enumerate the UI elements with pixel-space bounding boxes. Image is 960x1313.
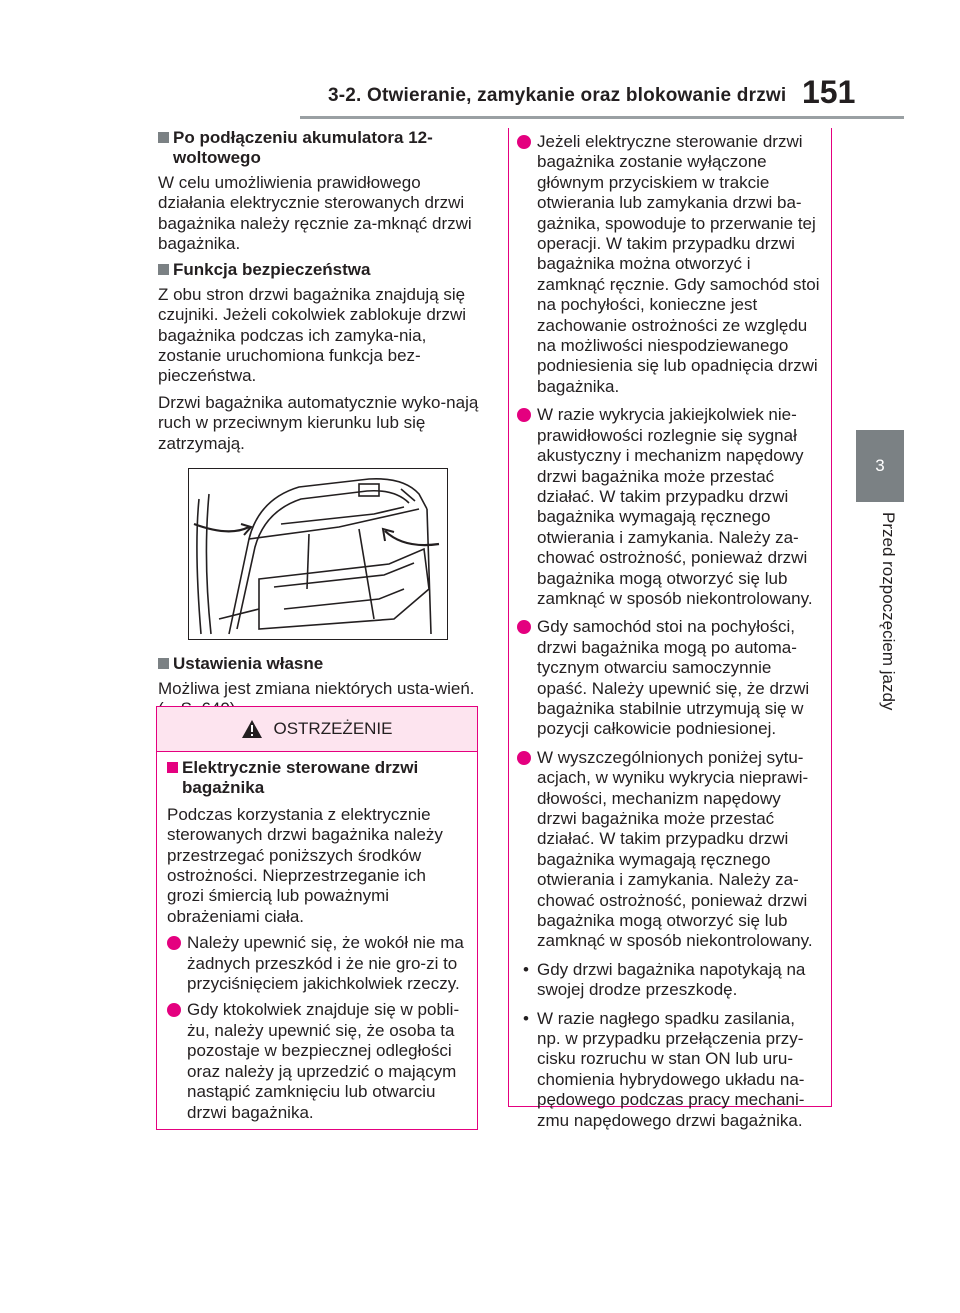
section-heading: Ustawienia własne — [158, 654, 480, 674]
bullet-dot-icon — [517, 751, 531, 765]
warning-label: OSTRZEŻENIE — [273, 719, 393, 738]
list-item: Należy upewnić się, że wokół nie ma żadnych przeszkód i że nie gro-zi to przyciśnięciem jakichkolwiek rzeczy. — [167, 933, 467, 994]
warning-box — [156, 706, 478, 1130]
square-bullet-icon — [167, 762, 178, 773]
list-item: Gdy ktokolwiek znajduje się w pobli-żu, należy upewnić się, że osoba ta pozostaje w bezpiecznej odległości oraz należy ją uprzedzić o mającym nastąpić zamknięciu lub otwarciu drzwi bagażnika. — [167, 1000, 467, 1122]
bullet-dot-icon — [167, 1003, 181, 1017]
square-bullet-icon — [158, 132, 169, 143]
bullet-dot-icon — [517, 408, 531, 422]
paragraph: Możliwa jest zmiana niektórych usta-wień. — [158, 678, 475, 698]
page-number: 151 — [802, 74, 856, 110]
bullet-dot-icon — [517, 135, 531, 149]
bullet-dot-icon — [517, 620, 531, 634]
warning-triangle-icon — [241, 719, 263, 739]
dash-mark: • — [523, 1008, 529, 1028]
dash-mark: • — [523, 959, 529, 979]
list-item: W wyszczególnionych poniżej sytu-acjach, w wyniku wykrycia nieprawi-dłowości, mechanizm napędowy drzwi bagażnika może przestać działać. W takim przypadku drzwi bagażnika wymagają ręcznego otwierania i zamykania. Należy za-chować ostrożność, ponieważ drzwi bagażnika mogą otworzyć się lub zamknąć w sposób niekontrolowany. — [517, 748, 823, 952]
paragraph: Drzwi bagażnika automatycznie wyko-nają ruch w przeciwnym kierunku lub się zatrzymają. — [158, 392, 479, 453]
paragraph: W celu umożliwienia prawidłowego działania elektrycznie sterowanych drzwi bagażnika należy ręcznie za-mknąć drzwi bagażnika. — [158, 172, 472, 254]
dash-item: • W razie nagłego spadku zasilania, np. w przypadku przełączenia przy-cisku rozruchu w stan ON lub uru-chomienia hybrydowego układu na-pędowego podczas pracy mechani-zmu napędowego drzwi bagażnika. — [523, 1008, 805, 1130]
header-title: 3-2. Otwieranie, zamykanie oraz blokowanie drzwi — [328, 85, 787, 106]
list-item: Jeżeli elektryczne sterowanie drzwi bagażnika zostanie wyłączone głównym przyciskiem w trakcie otwierania lub zamykania drzwi ba-gażnika, spowoduje to przerwanie tej operacji. W takim przypadku drzwi bagażnika można otworzyć i zamknąć ręcznie. Gdy samochód stoi na pochyłości, konieczne jest zachowanie ostrożności ze względu na możliwości niespodziewanego podniesienia się lub opadnięcia drzwi bagażnika. — [517, 132, 823, 397]
section-heading: Po podłączeniu akumulatora 12-woltowego — [158, 128, 480, 169]
warning-intro: Podczas korzystania z elektrycznie sterowanych drzwi bagażnika należy przestrzegać poniższych środków ostrożności. Nieprzestrzeganie ich grozi śmiercią lub poważnymi obrażeniami ciała. — [167, 804, 443, 926]
list-item: W razie wykrycia jakiejkolwiek nie-prawidłowości rozlegnie się sygnał akustyczny i mechanizm napędowy drzwi bagażnika może przestać działać. W takim przypadku drzwi bagażnika wymagają ręcznego otwierania i zamykania. Należy za-chować ostrożność, ponieważ drzwi bagażnika mogą otworzyć się lub zamknąć w sposób niekontrolowany. — [517, 405, 823, 609]
warning-title: Elektrycznie sterowane drzwi bagażnika — [167, 758, 467, 799]
square-bullet-icon — [158, 264, 169, 275]
section-heading: Funkcja bezpieczeństwa — [158, 260, 480, 280]
square-bullet-icon — [158, 658, 169, 669]
trunk-sensor-illustration — [188, 468, 448, 640]
bullet-dot-icon — [167, 936, 181, 950]
paragraph: Z obu stron drzwi bagażnika znajdują się czujniki. Jeżeli cokolwiek zablokuje drzwi bagażnika podczas ich zamyka-nia, zostanie uruchomiona funkcja bez-pieczeństwa. — [158, 284, 467, 386]
list-item: Gdy samochód stoi na pochyłości, drzwi bagażnika mogą po automa-tycznym otwarciu samoczynnie opaść. Należy upewnić się, że drzwi bagażnika stabilnie utrzymują się w pozycji całkowicie podniesionej. — [517, 617, 823, 739]
warning-continuation-box — [508, 128, 832, 1130]
dash-item: • Gdy drzwi bagażnika napotykają na swojej drodze przeszkodę. — [523, 959, 806, 1000]
left-column — [158, 128, 480, 725]
chapter-title: Przed rozpoczęciem jazdy — [879, 512, 898, 711]
warning-header — [157, 707, 477, 752]
warning-body — [157, 752, 477, 1123]
header-rule — [300, 116, 904, 119]
chapter-tab: 3 — [856, 430, 904, 502]
